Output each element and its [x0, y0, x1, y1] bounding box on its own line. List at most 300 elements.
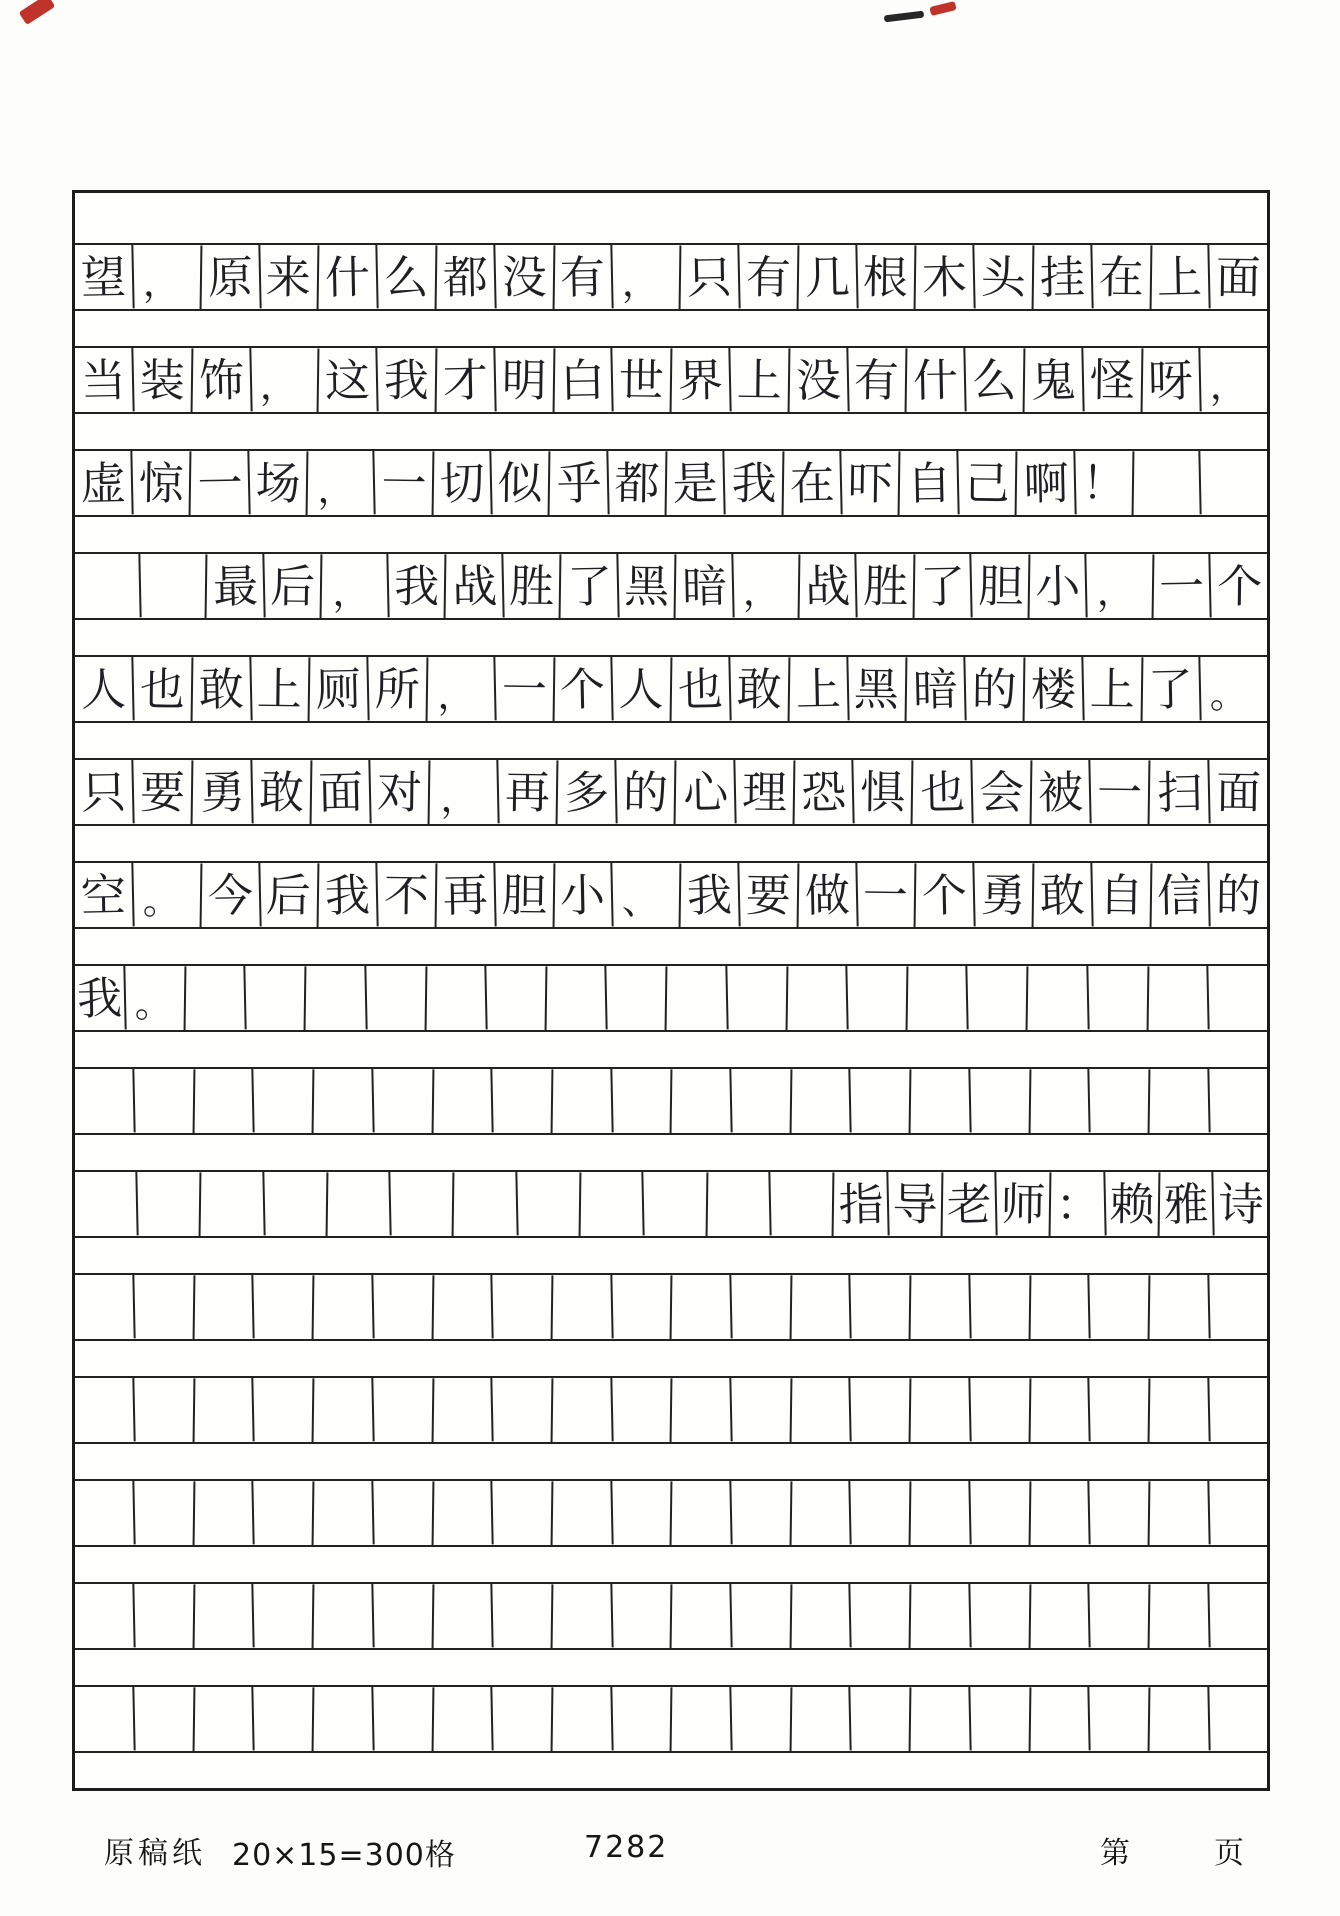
grid-cell-character: 个: [1216, 559, 1263, 613]
grid-cell-character: ，: [1087, 554, 1154, 619]
grid-cell-empty: [194, 1377, 255, 1442]
grid-cell-character: 个: [915, 862, 975, 927]
grid-row: [75, 655, 1267, 723]
grid-cell-character: 多: [557, 759, 618, 824]
grid-cell-empty: [313, 1068, 374, 1133]
serial-number: 7282: [584, 1830, 669, 1865]
grid-cell-empty: [373, 1481, 434, 1546]
grid-cell-character: 有: [848, 348, 908, 413]
grid-cell-character: 切: [433, 450, 493, 515]
grid-cell-empty: [552, 1068, 613, 1133]
grid-cell-empty: [492, 1687, 553, 1752]
paper-type-label: 原稿纸: [104, 1836, 206, 1871]
grid-cell-character: 只: [74, 759, 135, 824]
grid-cell-empty: [731, 1275, 792, 1340]
grid-cell-character: 也: [133, 657, 193, 722]
grid-cell-empty: [254, 1378, 315, 1443]
grid-cell-empty: [134, 1275, 195, 1340]
grid-cell-character: 场: [250, 451, 309, 516]
grid-cell-character: 是: [667, 450, 727, 515]
grid-cell-character: 胜: [504, 554, 562, 619]
grid-spec-label: 20×15=300格: [232, 1838, 456, 1873]
grid-cell-empty: [731, 1481, 792, 1546]
grid-cell-character: ，: [1209, 363, 1249, 409]
grid-cell-empty: [1149, 1377, 1210, 1442]
grid-cell-character: 这: [319, 347, 379, 412]
grid-cell-character: 。: [133, 863, 202, 928]
grid-cell-character: 己: [959, 451, 1018, 516]
grid-cell-empty: [391, 1172, 455, 1237]
grid-row: [75, 449, 1267, 517]
grid-cell-empty: [141, 554, 208, 619]
grid-cell-character: 暗: [676, 553, 735, 618]
grid-cell-character: 了: [561, 553, 620, 618]
grid-cell-empty: [254, 1069, 315, 1134]
ink-dash-artifact: [884, 11, 925, 23]
grid-cell-empty: [487, 966, 548, 1031]
grid-cell-empty: [671, 1068, 732, 1133]
grid-cell-character: 黑: [619, 554, 677, 619]
grid-cell-character: 小: [554, 862, 614, 927]
grid-cell-character: 诗: [1217, 1177, 1264, 1231]
grid-cell-character: 被: [1031, 759, 1092, 824]
grid-cell-character: 黑: [848, 657, 908, 722]
grid-cell-character: ，: [430, 759, 500, 824]
grid-cell-empty: [254, 1687, 315, 1752]
grid-cell-empty: [138, 1172, 202, 1237]
grid-cell-empty: [968, 966, 1029, 1031]
row-gap: [75, 517, 1267, 552]
grid-cell-empty: [1209, 1378, 1268, 1443]
grid-cell-empty: [667, 965, 728, 1030]
grid-cell-empty: [851, 1069, 912, 1134]
grid-cell-character: 原: [201, 244, 261, 309]
grid-cell-character: 的: [1215, 868, 1262, 922]
grid-cell-empty: [910, 1274, 971, 1339]
grid-cell-empty: [771, 1172, 835, 1237]
grid-cell-character: ，: [251, 348, 320, 413]
grid-row: [75, 1170, 1267, 1238]
grid-cell-character: 胆: [972, 554, 1030, 619]
grid-cell-empty: [671, 1377, 732, 1442]
grid-cell-character: 一: [1091, 760, 1151, 825]
grid-cell-empty: [671, 1583, 732, 1648]
manuscript-grid: [72, 190, 1270, 1791]
grid-cell-character: 扫: [1150, 759, 1211, 824]
grid-cell-character: 今: [201, 862, 261, 927]
grid-cell-empty: [306, 965, 367, 1030]
grid-cell-empty: [134, 1069, 195, 1134]
grid-cell-character: 了: [1142, 656, 1202, 721]
grid-cell-character: ，: [734, 554, 801, 619]
grid-cell-character: 来: [260, 245, 320, 310]
grid-cell-empty: [1209, 1584, 1268, 1649]
grid-cell-character: 当: [74, 347, 134, 412]
grid-row: [75, 346, 1267, 414]
grid-cell-character: 了: [915, 553, 974, 618]
grid-cell-empty: [433, 1068, 494, 1133]
grid-cell-character: 一: [1153, 553, 1212, 618]
grid-cell-empty: [74, 1068, 135, 1133]
grid-cell-empty: [1149, 1274, 1210, 1339]
row-gap: [75, 1753, 1267, 1788]
row-gap: [75, 1650, 1267, 1685]
grid-cell-character: 的: [617, 760, 677, 825]
grid-cell-empty: [731, 1378, 792, 1443]
grid-cell-character: 我: [725, 451, 784, 516]
grid-cell-character: 望: [74, 244, 134, 309]
grid-cell-empty: [254, 1481, 315, 1546]
grid-cell-empty: [791, 1583, 852, 1648]
grid-cell-character: 老: [942, 1171, 998, 1236]
grid-cell-character: ，: [133, 245, 202, 310]
grid-cell-empty: [1090, 1687, 1151, 1752]
grid-row: [75, 1582, 1267, 1650]
grid-cell-empty: [1030, 1274, 1091, 1339]
grid-cell-empty: [851, 1378, 912, 1443]
grid-cell-character: 、: [613, 863, 682, 928]
grid-cell-character: 战: [800, 553, 859, 618]
grid-cell-character: 一: [495, 657, 555, 722]
grid-cell-empty: [970, 1584, 1031, 1649]
grid-cell-empty: [787, 965, 848, 1030]
grid-cell-character: 自: [1092, 863, 1152, 928]
grid-cell-character: 雅: [1160, 1171, 1216, 1236]
grid-cell-character: 都: [609, 451, 668, 516]
grid-cell-character: 一: [375, 451, 434, 516]
grid-cell-character: 勇: [975, 863, 1035, 928]
grid-cell-character: 只: [680, 244, 740, 309]
grid-cell-empty: [454, 1171, 519, 1236]
grid-cell-character: 自: [900, 450, 960, 515]
row-gap: [75, 1444, 1267, 1479]
grid-cell-empty: [910, 1068, 971, 1133]
grid-cell-empty: [547, 965, 608, 1030]
grid-cell-empty: [910, 1377, 971, 1442]
grid-cell-empty: [134, 1481, 195, 1546]
grid-cell-empty: [1209, 966, 1268, 1031]
grid-cell-character: 理: [735, 760, 795, 825]
grid-cell-character: 心: [676, 759, 737, 824]
grid-cell-empty: [134, 1687, 195, 1752]
row-gap: [75, 1032, 1267, 1067]
row-gap: [75, 1547, 1267, 1582]
grid-cell-character: 我: [680, 862, 740, 927]
row-gap: [75, 311, 1267, 346]
grid-cell-empty: [1028, 965, 1089, 1030]
grid-cell-character: 才: [436, 347, 496, 412]
grid-cell-empty: [373, 1584, 434, 1649]
grid-cell-character: 后: [265, 554, 323, 619]
grid-cell-character: ，: [308, 450, 377, 515]
grid-cell-character: 在: [783, 450, 843, 515]
grid-cell-empty: [671, 1480, 732, 1545]
grid-cell-empty: [433, 1274, 494, 1339]
grid-cell-character: ，: [322, 553, 390, 618]
grid-cell-empty: [612, 1481, 673, 1546]
grid-cell-character: 也: [913, 759, 974, 824]
grid-cell-character: 所: [369, 657, 429, 722]
grid-cell-empty: [74, 1583, 135, 1648]
grid-cell-character: 楼: [1024, 656, 1084, 721]
grid-cell-empty: [492, 1584, 553, 1649]
grid-cell-character: 敢: [192, 656, 252, 721]
grid-cell-empty: [1090, 1069, 1151, 1134]
grid-cell-character: 饰: [192, 347, 252, 412]
grid-cell-empty: [74, 1377, 135, 1442]
grid-cell-empty: [612, 1378, 673, 1443]
grid-cell-empty: [1148, 965, 1209, 1030]
grid-cell-empty: [1149, 1068, 1210, 1133]
grid-cell-character: 上: [789, 656, 849, 721]
grid-cell-empty: [313, 1583, 374, 1648]
grid-cell-character: 几: [798, 244, 858, 309]
grid-cell-empty: [366, 966, 427, 1031]
grid-cell-character: 没: [789, 347, 849, 412]
grid-cell-character: 都: [436, 244, 496, 309]
grid-cell-character: 再: [436, 862, 496, 927]
grid-cell-character: 空: [74, 862, 134, 927]
grid-cell-empty: [134, 1584, 195, 1649]
page-number-prefix: 第: [1100, 1836, 1130, 1871]
grid-cell-empty: [910, 1686, 971, 1751]
grid-cell-empty: [194, 1068, 255, 1133]
grid-cell-empty: [373, 1275, 434, 1340]
grid-cell-empty: [313, 1480, 374, 1545]
grid-cell-empty: [1088, 966, 1149, 1031]
grid-cell-empty: [254, 1584, 315, 1649]
grid-cell-empty: [1030, 1686, 1091, 1751]
grid-cell-character: 上: [1083, 657, 1143, 722]
grid-cell-character: 会: [972, 760, 1032, 825]
grid-cell-character: 对: [371, 760, 431, 825]
grid-cell-empty: [552, 1377, 613, 1442]
grid-cell-empty: [433, 1583, 494, 1648]
row-gap: [75, 929, 1267, 964]
grid-cell-empty: [492, 1275, 553, 1340]
grid-cell-empty: [851, 1687, 912, 1752]
grid-cell-empty: [581, 1171, 646, 1236]
grid-cell-character: 小: [1030, 553, 1089, 618]
grid-cell-character: 木: [915, 244, 975, 309]
grid-cell-character: 敢: [252, 760, 312, 825]
grid-cell-empty: [433, 1377, 494, 1442]
grid-cell-empty: [1090, 1275, 1151, 1340]
grid-cell-empty: [1030, 1377, 1091, 1442]
grid-cell-empty: [970, 1069, 1031, 1134]
grid-cell-empty: [970, 1687, 1031, 1752]
grid-cell-empty: [727, 966, 788, 1031]
grid-cell-character: 我: [389, 554, 447, 619]
grid-row: [75, 1376, 1267, 1444]
grid-cell-character: ：: [1051, 1171, 1107, 1236]
grid-cell-character: 有: [739, 245, 799, 310]
grid-cell-empty: [671, 1274, 732, 1339]
grid-cell-character: 战: [446, 553, 505, 618]
grid-cell-empty: [1209, 1069, 1268, 1134]
grid-cell-character: 最: [207, 553, 266, 618]
grid-cell-character: 不: [378, 863, 438, 928]
grid-cell-character: ，: [613, 245, 682, 310]
grid-cell-empty: [552, 1274, 613, 1339]
grid-cell-empty: [74, 553, 142, 618]
grid-cell-empty: [731, 1584, 792, 1649]
grid-cell-empty: [186, 965, 247, 1030]
grid-cell-empty: [1090, 1584, 1151, 1649]
grid-cell-character: 厕: [310, 656, 370, 721]
red-pen-mark-top-left: [19, 0, 56, 25]
grid-cell-character: 敢: [730, 657, 790, 722]
grid-cell-character: 头: [975, 245, 1035, 310]
grid-cell-character: 么: [966, 348, 1026, 413]
grid-cell-empty: [607, 966, 668, 1031]
grid-cell-empty: [731, 1687, 792, 1752]
row-gap: [75, 193, 1267, 243]
grid-cell-character: 也: [671, 656, 731, 721]
grid-cell-character: 恐: [794, 759, 855, 824]
grid-cell-character: 信: [1151, 862, 1211, 927]
grid-cell-character: 虚: [74, 450, 134, 515]
row-gap: [75, 723, 1267, 758]
grid-cell-empty: [612, 1584, 673, 1649]
grid-cell-empty: [707, 1171, 772, 1236]
grid-cell-character: 怪: [1083, 348, 1143, 413]
grid-cell-character: 白: [554, 347, 614, 412]
grid-cell-character: 个: [554, 656, 614, 721]
grid-cell-empty: [134, 1378, 195, 1443]
grid-cell-empty: [373, 1378, 434, 1443]
grid-cell-empty: [1030, 1583, 1091, 1648]
grid-cell-empty: [791, 1686, 852, 1751]
grid-cell-character: 呀: [1142, 347, 1202, 412]
grid-cell-empty: [492, 1378, 553, 1443]
grid-cell-empty: [313, 1686, 374, 1751]
grid-cell-character: 挂: [1033, 244, 1093, 309]
grid-cell-empty: [910, 1480, 971, 1545]
grid-cell-character: 师: [997, 1172, 1052, 1237]
grid-cell-empty: [1090, 1481, 1151, 1546]
grid-cell-character: 指: [834, 1171, 890, 1236]
grid-row: [75, 1273, 1267, 1341]
grid-cell-empty: [612, 1687, 673, 1752]
row-gap: [75, 620, 1267, 655]
grid-cell-character: 上: [730, 348, 790, 413]
grid-cell-character: 胜: [857, 554, 915, 619]
grid-cell-empty: [612, 1275, 673, 1340]
grid-row: [75, 1067, 1267, 1135]
row-gap: [75, 826, 1267, 861]
grid-cell-character: 人: [613, 657, 673, 722]
grid-cell-character: 的: [966, 657, 1026, 722]
grid-cell-empty: [851, 1275, 912, 1340]
grid-cell-character: 。: [1209, 672, 1249, 718]
grid-cell-empty: [908, 965, 969, 1030]
grid-row: [75, 1479, 1267, 1547]
grid-cell-character: 么: [378, 245, 438, 310]
grid-cell-empty: [851, 1481, 912, 1546]
grid-cell-empty: [644, 1172, 708, 1237]
grid-cell-empty: [970, 1275, 1031, 1340]
grid-cell-character: 惧: [854, 760, 914, 825]
grid-cell-character: 吓: [842, 451, 901, 516]
grid-cell-character: 上: [251, 657, 311, 722]
grid-row: [75, 964, 1267, 1032]
grid-cell-empty: [194, 1480, 255, 1545]
row-gap: [75, 1135, 1267, 1170]
grid-cell-character: 明: [495, 348, 555, 413]
grid-cell-empty: [910, 1583, 971, 1648]
grid-cell-empty: [518, 1172, 582, 1237]
grid-cell-empty: [1201, 451, 1267, 516]
grid-cell-character: 我: [74, 965, 126, 1030]
grid-cell-empty: [1149, 1480, 1210, 1545]
grid-row: [75, 861, 1267, 929]
grid-cell-character: 人: [74, 656, 134, 721]
grid-cell-empty: [74, 1480, 135, 1545]
grid-cell-empty: [433, 1480, 494, 1545]
grid-cell-character: 什: [319, 244, 379, 309]
grid-cell-empty: [74, 1274, 135, 1339]
grid-cell-character: 啊: [1017, 450, 1077, 515]
grid-cell-character: 没: [495, 245, 555, 310]
grid-cell-empty: [791, 1068, 852, 1133]
grid-cell-empty: [612, 1069, 673, 1134]
grid-cell-empty: [791, 1377, 852, 1442]
grid-cell-character: 后: [260, 863, 320, 928]
grid-cell-empty: [1030, 1068, 1091, 1133]
grid-cell-empty: [492, 1481, 553, 1546]
grid-cell-character: 勇: [193, 759, 254, 824]
row-gap: [75, 1341, 1267, 1376]
grid-cell-character: 世: [613, 348, 673, 413]
grid-cell-character: 要: [739, 863, 799, 928]
grid-cell-empty: [1149, 1686, 1210, 1751]
grid-cell-empty: [1209, 1481, 1268, 1546]
grid-cell-empty: [848, 966, 909, 1031]
grid-cell-character: 敢: [1033, 862, 1093, 927]
grid-cell-empty: [970, 1481, 1031, 1546]
grid-cell-character: 装: [133, 348, 193, 413]
grid-cell-character: 导: [888, 1172, 943, 1237]
grid-cell-character: 我: [378, 348, 438, 413]
grid-cell-character: 要: [134, 760, 194, 825]
grid-cell-character: 似: [492, 451, 551, 516]
grid-cell-character: ！: [1075, 451, 1134, 516]
grid-cell-character: 。: [126, 966, 187, 1031]
grid-cell-character: 我: [319, 862, 379, 927]
grid-row: [75, 552, 1267, 620]
grid-row: [75, 1685, 1267, 1753]
grid-row: [75, 243, 1267, 311]
grid-cell-empty: [970, 1378, 1031, 1443]
grid-cell-empty: [1090, 1378, 1151, 1443]
grid-cell-character: 面: [311, 759, 372, 824]
grid-cell-empty: [671, 1686, 732, 1751]
grid-cell-character: 暗: [906, 656, 966, 721]
grid-cell-empty: [313, 1274, 374, 1339]
grid-cell-character: 界: [671, 347, 731, 412]
grid-cell-character: 乎: [550, 450, 610, 515]
grid-cell-empty: [433, 1686, 494, 1751]
grid-cell-empty: [74, 1686, 135, 1751]
grid-row: [75, 758, 1267, 826]
grid-cell-empty: [552, 1583, 613, 1648]
grid-cell-empty: [552, 1686, 613, 1751]
grid-cell-character: 赖: [1106, 1172, 1161, 1237]
grid-cell-empty: [731, 1069, 792, 1134]
grid-cell-empty: [194, 1274, 255, 1339]
grid-cell-empty: [1134, 450, 1203, 515]
